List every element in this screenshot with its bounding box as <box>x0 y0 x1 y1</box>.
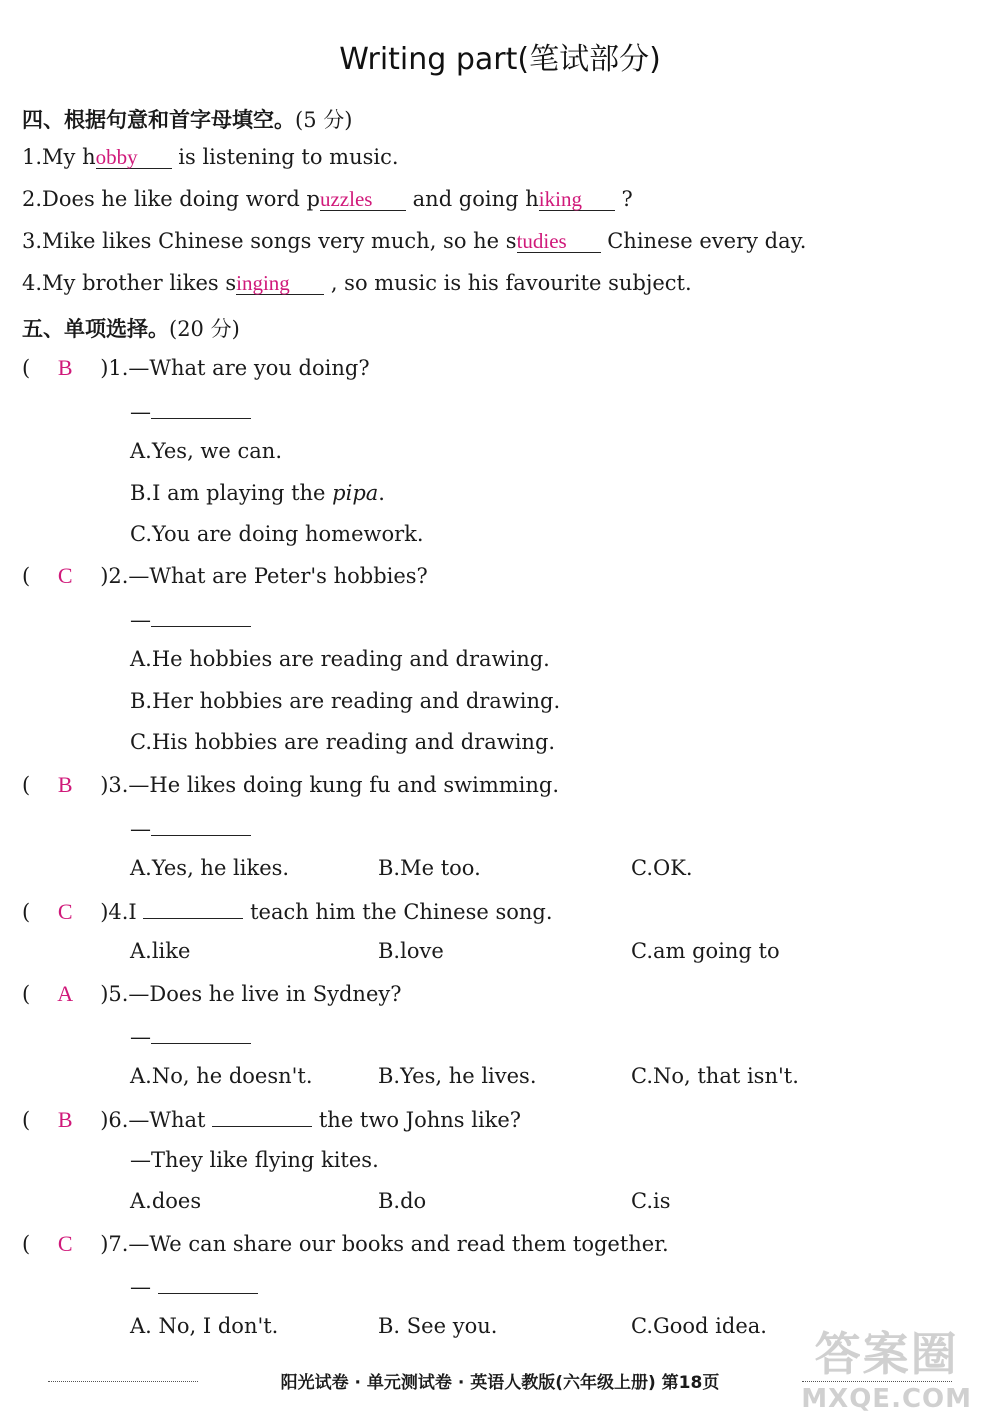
option-c: C.You are doing homework. <box>130 522 424 546</box>
option-a: A.Yes, he likes. <box>130 856 290 880</box>
fill-item-text: Does he like doing word p <box>42 187 320 211</box>
question-text: )4.I <box>100 900 144 924</box>
answer-bracket: ( <box>22 356 31 380</box>
question-7 <box>22 1231 669 1257</box>
reply-line <box>130 1023 251 1049</box>
question-text: )7.—We can share our books and read them together. <box>100 1232 669 1256</box>
question-4 <box>22 898 553 925</box>
question-blank <box>212 1106 312 1127</box>
answer-bracket: ( <box>22 773 31 797</box>
question-text: )1.—What are you doing? <box>100 356 370 380</box>
fill-item-number: 1. <box>22 145 43 169</box>
option-b: B.love <box>378 939 444 963</box>
reply-blank <box>158 1273 258 1294</box>
option-b <box>130 481 385 505</box>
option-a: A.He hobbies are reading and drawing. <box>130 647 550 671</box>
reply-blank <box>151 815 251 836</box>
question-text: )2.—What are Peter's hobbies? <box>100 564 428 588</box>
reply-blank <box>151 1023 251 1044</box>
fill-item-text: is listening to music. <box>171 145 399 169</box>
question-2 <box>22 563 428 589</box>
option-b: B.do <box>378 1189 427 1213</box>
question-text: )6.—What <box>100 1108 213 1132</box>
page-footer: 阳光试卷 · 单元测试卷 · 英语人教版(六年级上册) 第18页 <box>280 1373 720 1393</box>
watermark-top: 答案圈 <box>814 1327 959 1381</box>
section-5-heading <box>22 313 240 343</box>
fill-item-text: Mike likes Chinese songs very much, so he s <box>42 229 517 253</box>
answer-bracket: ( <box>22 1232 31 1256</box>
fill-item-text: , so music is his favourite subject. <box>324 271 692 295</box>
option-c: C.His hobbies are reading and drawing. <box>130 730 556 754</box>
fill-item-4 <box>22 271 692 295</box>
reply-dash: — <box>130 1025 151 1049</box>
watermark-logo <box>801 1318 972 1414</box>
answer-letter: B <box>57 355 73 380</box>
reply-dash: — <box>130 608 151 632</box>
answer-bracket: ( <box>22 564 31 588</box>
reply-line <box>130 606 251 632</box>
option-c: C.OK. <box>631 856 693 880</box>
answer-letter: C <box>57 899 73 924</box>
fill-item-number: 3. <box>22 229 43 253</box>
section-4-heading-text: 四、根据句意和首字母填空。 <box>22 108 295 132</box>
question-3 <box>22 772 559 798</box>
question-blank <box>143 898 243 919</box>
reply-dash: — <box>130 817 151 841</box>
option-b-text: B.I am playing the <box>130 481 333 505</box>
option-a: A. No, I don't. <box>130 1314 279 1338</box>
question-text: the two Johns like? <box>312 1108 522 1132</box>
section-4-heading <box>22 104 352 134</box>
reply-dash: — <box>130 400 151 424</box>
question-1 <box>22 355 370 381</box>
answer-bracket: ( <box>22 1108 31 1132</box>
fill-item-number: 4. <box>22 271 43 295</box>
option-a: A.No, he doesn't. <box>130 1064 313 1088</box>
answer-bracket: ( <box>22 900 31 924</box>
option-b-end: . <box>378 481 385 505</box>
option-b-italic: pipa <box>332 481 379 505</box>
fill-item-text: ? <box>614 187 633 211</box>
answer-letter: C <box>57 1231 73 1256</box>
answer-letter: B <box>57 1107 73 1132</box>
option-b: B.Her hobbies are reading and drawing. <box>130 689 561 713</box>
reply-line: —They like flying kites. <box>130 1148 379 1172</box>
option-c: C.am going to <box>631 939 780 963</box>
section-5-heading-text: 五、单项选择。 <box>22 317 169 341</box>
reply-line <box>130 1273 258 1299</box>
question-text: )3.—He likes doing kung fu and swimming. <box>100 773 560 797</box>
question-5 <box>22 981 402 1007</box>
answer-letter: B <box>57 772 73 797</box>
answer-letter: A <box>57 981 74 1006</box>
fill-answer-blank: tudies <box>517 230 601 253</box>
reply-line <box>130 815 251 841</box>
fill-item-text: and going h <box>405 187 539 211</box>
option-a: A.does <box>130 1189 202 1213</box>
option-c: C.Good idea. <box>631 1314 767 1338</box>
reply-dash: — <box>130 1275 151 1299</box>
fill-item-3 <box>22 229 806 253</box>
question-6 <box>22 1106 521 1133</box>
option-a: A.like <box>130 939 191 963</box>
fill-item-text: Chinese every day. <box>600 229 807 253</box>
reply-line <box>130 398 251 424</box>
answer-letter: C <box>57 563 73 588</box>
reply-blank <box>151 398 251 419</box>
fill-item-1 <box>22 145 399 169</box>
option-b: B.Me too. <box>378 856 481 880</box>
reply-blank <box>151 606 251 627</box>
answer-bracket: ( <box>22 982 31 1006</box>
watermark-bottom: MXQE.COM <box>801 1384 972 1414</box>
fill-answer-blank: obby <box>96 146 172 169</box>
option-a: A.Yes, we can. <box>130 439 282 463</box>
option-b: B. See you. <box>378 1314 498 1338</box>
fill-answer-blank: inging <box>236 272 324 295</box>
page-title: Writing part(笔试部分) <box>339 42 661 77</box>
option-c: C.No, that isn't. <box>631 1064 799 1088</box>
question-text: teach him the Chinese song. <box>243 900 553 924</box>
section-4-points: (5 分) <box>295 108 353 132</box>
fill-item-number: 2. <box>22 187 43 211</box>
question-text: )5.—Does he live in Sydney? <box>100 982 402 1006</box>
section-5-points: (20 分) <box>169 317 240 341</box>
fill-answer-blank: iking <box>539 188 615 211</box>
fill-item-text: My brother likes s <box>42 271 237 295</box>
option-b: B.Yes, he lives. <box>378 1064 537 1088</box>
fill-item-text: My h <box>42 145 96 169</box>
fill-answer-blank: uzzles <box>320 188 406 211</box>
option-c: C.is <box>631 1189 671 1213</box>
fill-item-2 <box>22 187 633 211</box>
